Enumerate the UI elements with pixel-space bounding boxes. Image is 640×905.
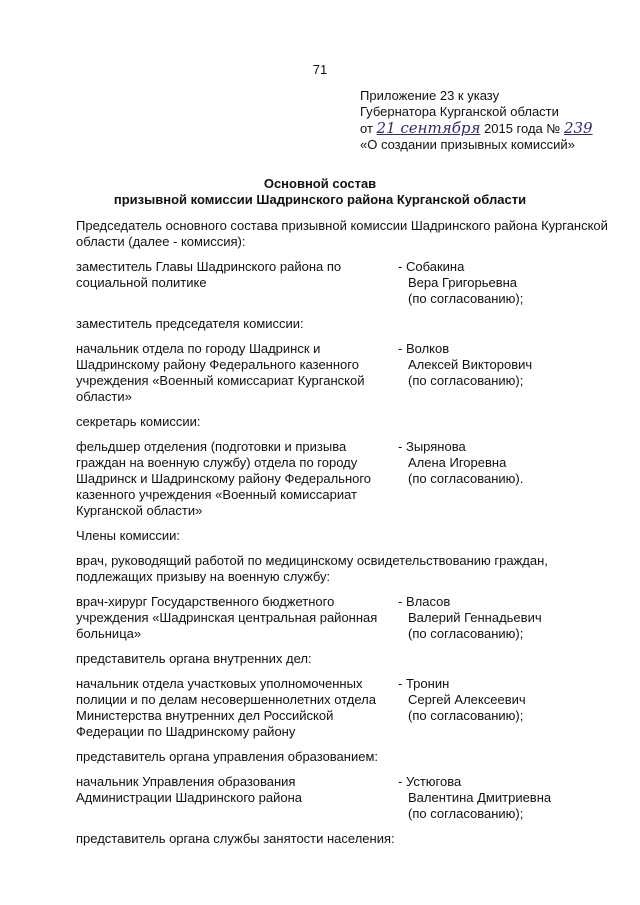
member-position: представитель органа внутренних дел: [76, 651, 312, 666]
commission-list [76, 218, 616, 856]
member-given-name: Алена Игоревна [408, 455, 507, 470]
dash: - [398, 439, 403, 454]
member-surname: Волков [405, 341, 450, 356]
appendix-line-4: «О создании призывных комиссий» [360, 137, 575, 152]
handwritten-number: 239 [563, 119, 593, 137]
member-position: врач-хирург Государственного бюджетного учреждения «Шадринская центральная районная больница» [76, 594, 378, 641]
member-position: Члены комиссии: [76, 528, 181, 543]
member-note: (по согласованию); [408, 626, 524, 641]
list-item [76, 774, 616, 822]
member-position: Председатель основного состава призывной комиссии Шадринского района Курганской области (далее - комиссия): [76, 218, 608, 249]
member-given-name: Валерий Геннадьевич [408, 610, 542, 625]
member-note: (по согласованию); [408, 373, 524, 388]
member-surname: Зырянова [405, 439, 466, 454]
member-position: представитель органа службы занятости населения: [76, 831, 395, 846]
member-person [386, 439, 598, 519]
member-surname-line [398, 341, 598, 357]
list-item [76, 553, 616, 585]
dash: - [398, 774, 403, 789]
member-position: представитель органа управления образованием: [76, 749, 379, 764]
member-position: начальник отдела по городу Шадринск и Шадринскому району Федерального казенного учреждения «Военный комиссариат Курганской области» [76, 341, 365, 404]
list-item [76, 651, 616, 667]
member-person [386, 341, 598, 405]
member-surname-line [398, 439, 598, 455]
member-person [386, 594, 598, 642]
member-surname-line [398, 676, 598, 692]
member-position: начальник Управления образования Администрации Шадринского района [76, 774, 303, 805]
handwritten-date: 21 сентября [376, 119, 481, 137]
member-person [386, 676, 598, 740]
list-item [76, 439, 616, 519]
list-item [76, 676, 616, 740]
member-surname: Собакина [405, 259, 465, 274]
member-note: (по согласованию); [408, 291, 524, 306]
list-item [76, 528, 616, 544]
title-line-1: Основной состав [263, 176, 377, 191]
list-item [76, 341, 616, 405]
member-position: заместитель председателя комиссии: [76, 316, 304, 331]
member-position: начальник отдела участковых уполномоченных полиции и по делам несовершеннолетних отдела Министерства внутренних дел Российской Федерации по Шадринскому району [76, 676, 376, 739]
dash: - [398, 594, 403, 609]
dash: - [398, 341, 403, 356]
member-note: (по согласованию); [408, 806, 524, 821]
member-surname: Тронин [405, 676, 450, 691]
appendix-line-2: Губернатора Курганской области [360, 104, 559, 119]
member-given-name: Сергей Алексеевич [408, 692, 526, 707]
member-surname-line [398, 774, 598, 790]
member-surname-line [398, 594, 598, 610]
list-item [76, 414, 616, 430]
member-note: (по согласованию). [408, 471, 524, 486]
year-label: 2015 года № [484, 121, 561, 136]
list-item [76, 316, 616, 332]
member-surname: Власов [405, 594, 451, 609]
page-number: 71 [312, 62, 328, 77]
member-position: заместитель Главы Шадринского района по социальной политике [76, 259, 342, 290]
member-position: фельдшер отделения (подготовки и призыва граждан на военную службу) отдела по городу Шадринск и Шадринскому району Федерального казенного учреждения «Военный комиссариат Курганской области» [76, 439, 372, 518]
appendix-line-1: Приложение 23 к указу [360, 88, 500, 103]
list-item [76, 594, 616, 642]
appendix-line-3 [360, 120, 630, 137]
appendix-header [360, 88, 630, 153]
list-item [76, 749, 616, 765]
member-given-name: Валентина Дмитриевна [408, 790, 552, 805]
member-given-name: Алексей Викторович [408, 357, 533, 372]
document-title [0, 176, 640, 208]
list-item [76, 259, 616, 307]
member-person [386, 774, 598, 822]
dash: - [398, 676, 403, 691]
member-person [386, 259, 598, 307]
dash: - [398, 259, 403, 274]
title-line-2: призывной комиссии Шадринского района Курганской области [113, 192, 527, 207]
list-item [76, 218, 616, 250]
member-position: врач, руководящий работой по медицинскому освидетельствованию граждан, подлежащих призыву на военную службу: [76, 553, 548, 584]
member-position: секретарь комиссии: [76, 414, 201, 429]
date-prefix: от [360, 121, 373, 136]
member-surname-line [398, 259, 598, 275]
member-given-name: Вера Григорьевна [408, 275, 518, 290]
member-surname: Устюгова [405, 774, 462, 789]
member-note: (по согласованию); [408, 708, 524, 723]
list-item [76, 831, 616, 847]
